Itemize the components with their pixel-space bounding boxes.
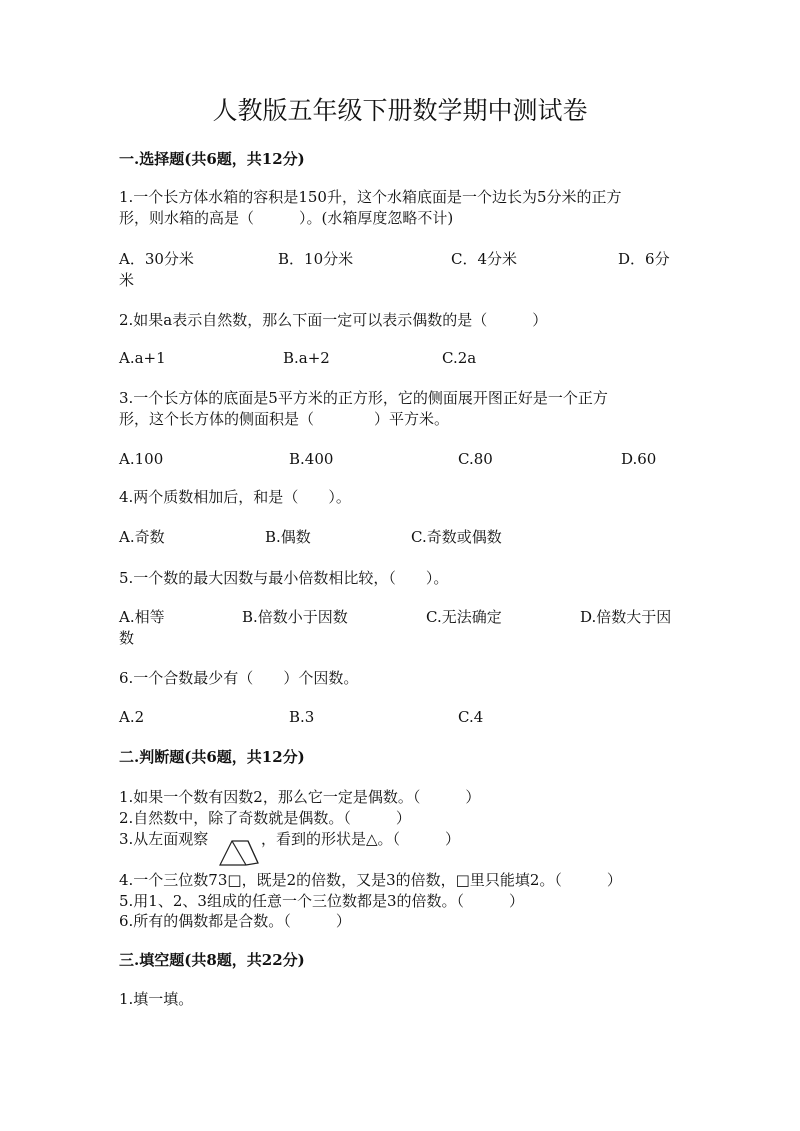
- question-3-option-b: B.400: [289, 450, 334, 468]
- judge-question-3-after: ，看到的形状是△。（ ）: [261, 830, 461, 848]
- judge-question-5: 5.用1、2、3组成的任意一个三位数都是3的倍数。（ ）: [119, 892, 524, 910]
- question-2-line-1: 2.如果a表示自然数，那么下面一定可以表示偶数的是（ ）: [119, 311, 548, 329]
- question-6-option-b: B.3: [289, 708, 315, 726]
- judge-question-1: 1.如果一个数有因数2，那么它一定是偶数。（ ）: [119, 788, 481, 806]
- question-1-option-a: A．30分米: [119, 250, 194, 268]
- question-4-line-1: 4.两个质数相加后，和是（ ）。: [119, 488, 351, 506]
- question-3-line-2: 形，这个长方体的侧面积是（ ）平方米。: [119, 410, 450, 428]
- question-5-option-d: D.倍数大于因: [580, 608, 672, 626]
- question-3-line-1: 3.一个长方体的底面是5平方米的正方形，它的侧面展开图正好是一个正方: [119, 389, 608, 407]
- question-1-option-b: B．10分米: [278, 250, 354, 268]
- question-2-option-a: A.a+1: [119, 349, 166, 367]
- question-4-option-b: B.偶数: [265, 528, 311, 546]
- question-3-option-d: D.60: [621, 450, 657, 468]
- question-1-line-2: 形，则水箱的高是（ ）。(水箱厚度忽略不计): [119, 209, 454, 227]
- question-6-option-a: A.2: [119, 708, 145, 726]
- question-3-option-c: C.80: [458, 450, 493, 468]
- judge-question-2: 2.自然数中，除了奇数就是偶数。（ ）: [119, 809, 411, 827]
- question-5-option-c: C.无法确定: [426, 608, 502, 626]
- section-heading-fill: 三.填空题(共8题，共22分): [119, 951, 305, 969]
- question-6-line-1: 6.一个合数最少有（ ）个因数。: [119, 669, 359, 687]
- question-2-option-b: B.a+2: [283, 349, 330, 367]
- question-6-option-c: C.4: [458, 708, 484, 726]
- question-3-option-a: A.100: [119, 450, 164, 468]
- judge-question-4: 4.一个三位数73□，既是2的倍数，又是3的倍数，□里只能填2。（ ）: [119, 871, 622, 889]
- question-1-option-c: C．4分米: [451, 250, 518, 268]
- question-4-option-a: A.奇数: [119, 528, 165, 546]
- section-heading-judge: 二.判断题(共6题，共12分): [119, 748, 305, 766]
- question-1-option-d: D．6分: [618, 250, 670, 268]
- fill-question-1: 1.填一填。: [119, 990, 194, 1008]
- page-title: 人教版五年级下册数学期中测试卷: [212, 96, 588, 125]
- judge-question-6: 6.所有的偶数都是合数。（ ）: [119, 912, 351, 930]
- question-5-line-1: 5.一个数的最大因数与最小倍数相比较，（ ）。: [119, 569, 449, 587]
- triangular-prism-icon: [218, 838, 260, 868]
- question-5-option-a: A.相等: [119, 608, 165, 626]
- question-5-option-d-cont: 数: [119, 629, 135, 647]
- judge-question-3-before: 3.从左面观察: [119, 830, 209, 848]
- question-2-option-c: C.2a: [442, 349, 477, 367]
- question-1-line-1: 1.一个长方体水箱的容积是150升，这个水箱底面是一个边长为5分米的正方: [119, 188, 622, 206]
- section-heading-choice: 一.选择题(共6题，共12分): [119, 150, 305, 168]
- question-4-option-c: C.奇数或偶数: [411, 528, 502, 546]
- question-1-option-d-cont: 米: [119, 271, 135, 289]
- question-5-option-b: B.倍数小于因数: [242, 608, 348, 626]
